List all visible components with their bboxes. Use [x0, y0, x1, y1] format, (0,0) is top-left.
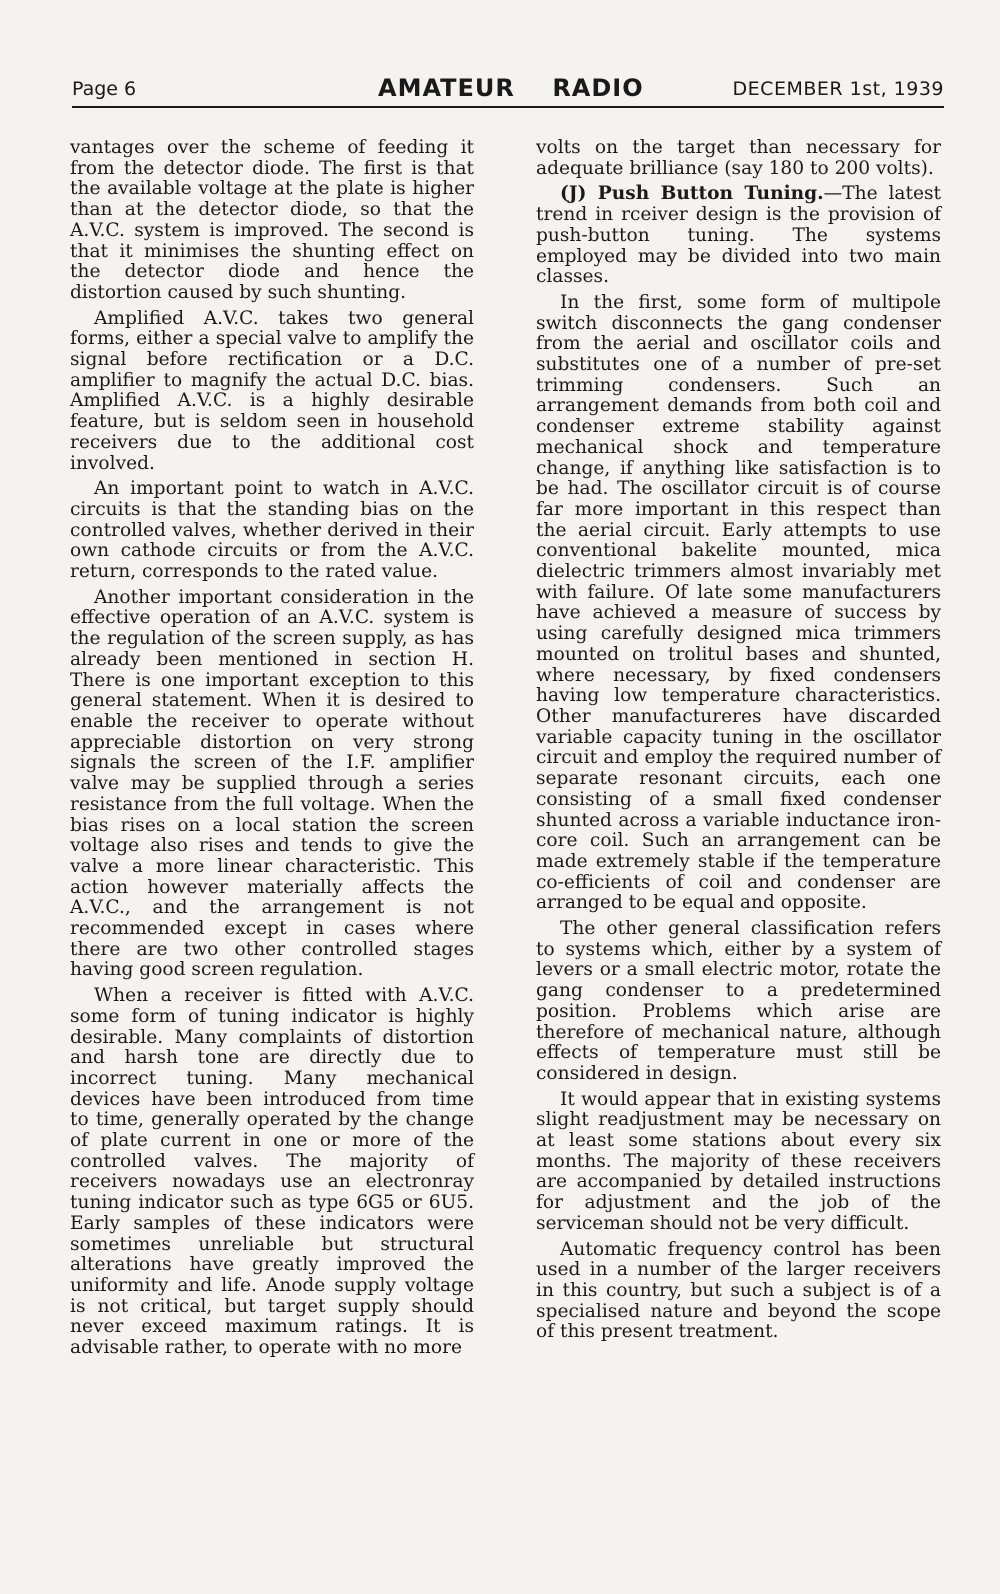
- page-number: Page 6: [72, 78, 137, 100]
- paragraph: An important point to watch in A.V.C. circuits is that the standing bias on the controlled valves, whether derived in their own cathode circuits or from the A.V.C. return, corresponds to the rated value.: [70, 478, 474, 583]
- paragraph: It would appear that in existing systems slight readjustment may be necessary on at least some stations about every six months. The majority of these receivers are accompanied by detailed instructions for adjustment and the job of the serviceman should not be very difficult.: [536, 1088, 941, 1234]
- publication-title: AMATEUR RADIO: [378, 74, 644, 102]
- section-heading: (J) Push Button Tuning.: [560, 183, 824, 205]
- paragraph: Another important consideration in the effective operation of an A.V.C. system is the regulation of the screen supply, as has already been mentioned in section H. There is one important exception to this general statement. When it is desired to enable the receiver to operate without appreciable distortion on very strong signals the screen of the I.F. amplifier valve may be supplied through a series resistance from the full voltage. When the bias rises on a local station the screen voltage also rises and tends to give the valve a more linear characteristic. This action however materially affects the A.V.C., and the arrangement is not recommended except in cases where there are two other controlled stages having good screen regulation.: [70, 586, 474, 981]
- header-rule: [72, 106, 944, 108]
- section-text: —The latest trend in rceiver design is the provision of push-button tuning. The systems employed may be divided into two main classes.: [536, 183, 941, 288]
- page-header: [72, 74, 944, 106]
- section-paragraph: [536, 184, 941, 288]
- right-column: [536, 138, 941, 1348]
- paragraph: The other general classification refers to systems which, either by a system of levers or a small electric motor, rotate the gang condenser to a predetermined position. Problems which arise are therefore of mechanical nature, although effects of temperature must still be considered in design.: [536, 918, 941, 1084]
- issue-date: DECEMBER 1st, 1939: [732, 78, 944, 100]
- paragraph: volts on the target than necessary for adequate brilliance (say 180 to 200 volts).: [536, 137, 941, 179]
- paragraph: vantages over the scheme of feeding it from the detector diode. The first is that the available voltage at the plate is higher than at the detector diode, so that the A.V.C. system is improved. The second is that it minimises the shunting effect on the detector diode and hence the distortion caused by such shunting.: [70, 137, 474, 303]
- left-column: [70, 138, 474, 1364]
- paragraph: In the first, some form of multipole switch disconnects the gang condenser from the aerial and oscillator coils and substitutes one of a number of pre-set trimming condensers. Such an arrangement demands from both coil and condenser extreme stability against mechanical shock and temperature change, if anything like satisfaction is to be had. The oscillator circuit is of course far more important in this respect than the aerial circuit. Early attempts to use conventional bakelite mounted, mica dielectric trimmers almost invariably met with failure. Of late some manufacturers have achieved a measure of success by using carefully designed mica trimmers mounted on trolitul bases and shunted, where necessary, by fixed condensers having low temperature characteristics. Other manufactureres have discarded variable capacity tuning in the oscillator circuit and employ the required number of separate resonant circuits, each one consisting of a small fixed condenser shunted across a variable inductance iron-core coil. Such an arrangement can be made extremely stable if the temperature co-efficients of coil and condenser are arranged to be equal and opposite.: [536, 291, 941, 914]
- paragraph: Amplified A.V.C. takes two general forms, either a special valve to amplify the signal before rectification or a D.C. amplifier to magnify the actual D.C. bias. Amplified A.V.C. is a highly desirable feature, but is seldom seen in household receivers due to the additional cost involved.: [70, 307, 474, 474]
- paragraph: Automatic frequency control has been used in a number of the larger receivers in this country, but such a subject is of a specialised nature and beyond the scope of this present treatment.: [536, 1238, 941, 1343]
- paragraph: When a receiver is fitted with A.V.C. some form of tuning indicator is highly desirable. Many complaints of distortion and harsh tone are directly due to incorrect tuning. Many mechanical devices have been introduced from time to time, generally operated by the change of plate current in one or more of the controlled valves. The majority of receivers nowadays use an electronray tuning indicator such as type 6G5 or 6U5. Early samples of these indicators were sometimes unreliable but structural alterations have greatly improved the uniformity and life. Anode supply voltage is not critical, but target supply should never exceed maximum ratings. It is advisable rather, to operate with no more: [70, 985, 474, 1359]
